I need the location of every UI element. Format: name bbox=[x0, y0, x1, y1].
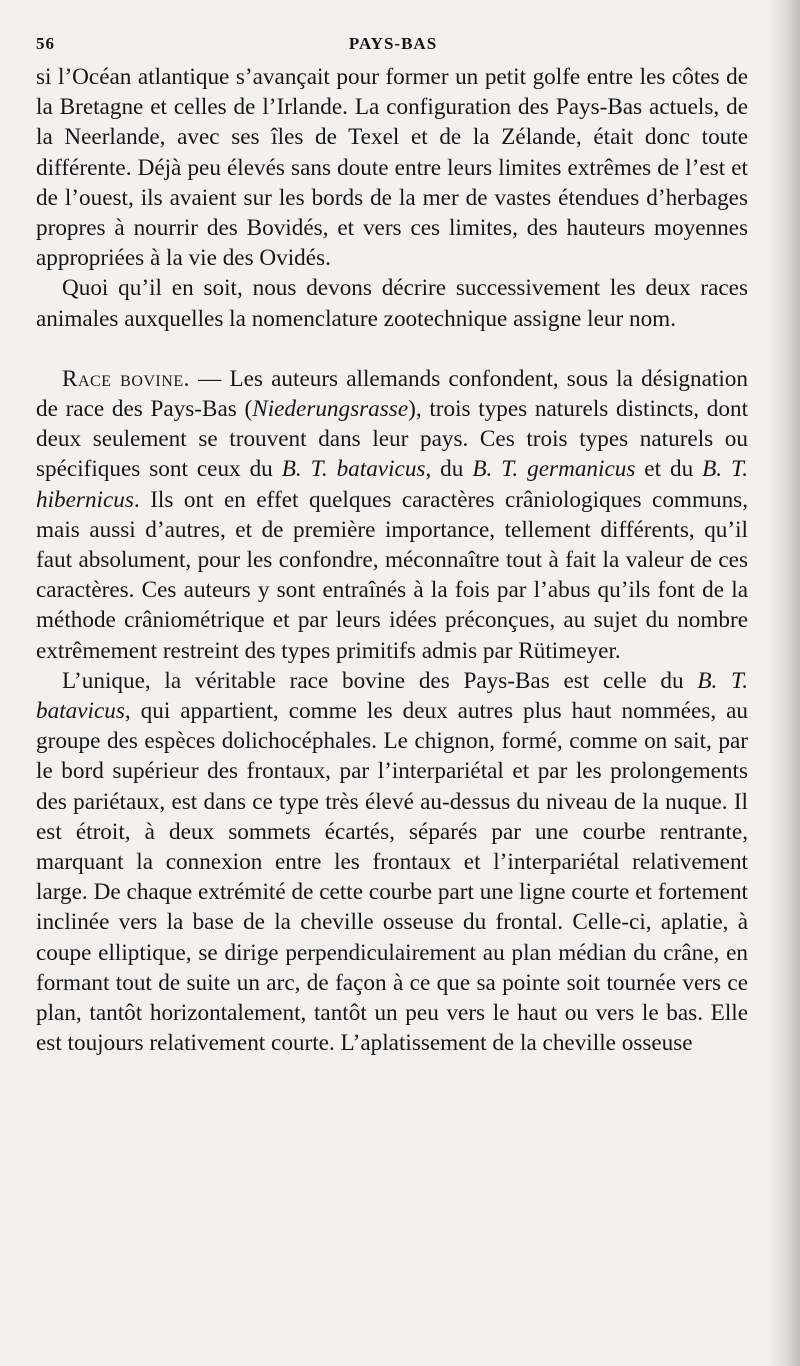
species-germanicus: B. T. germanicus bbox=[472, 456, 636, 483]
page-header bbox=[36, 34, 750, 58]
species-hibernicus: B. T. hibernicus bbox=[36, 456, 749, 513]
term-niederungsrasse: Niederungsrasse bbox=[252, 396, 409, 423]
body-text bbox=[36, 62, 748, 1059]
paragraph-batavicus-description: L’unique, la véritable race bovine des Pays-Bas est celle du B. T. batavicus, qui appartient, comme les deux autres plus haut nommées, au groupe des espèces dolichocéphales. Le chignon, formé, comme on sait, par le bord supérieur des frontaux, par l’interpariétal et par les prolongements des pariétaux, est dans ce type très élevé au-dessus du niveau de la nuque. Il est étroit, à deux sommets écartés, séparés par une courbe rentrante, marquant la connexion entre les frontaux et l’interpariétal relativement large. De chaque extrémité de cette courbe part une ligne courte et fortement inclinée vers la base de la cheville osseuse du frontal. Celle-ci, aplatie, à coupe elliptique, se dirige perpendiculairement au plan médian du crâne, en formant tout de suite un arc, de façon à ce que sa pointe soit tournée vers ce plan, tantôt horizontalement, tantôt un peu vers le haut ou vers le bas. Elle est toujours relativement courte. L’aplatissement de la cheville osseuse bbox=[36, 667, 748, 1057]
paragraph-transition: Quoi qu’il en soit, nous devons décrire successivement les deux races animales auxquelles la nomenclature zootechnique assigne leur nom. bbox=[36, 275, 748, 332]
paragraph-continuation: si l’Océan atlantique s’avançait pour former un petit golfe entre les côtes de la Bretagne et celles de l’Irlande. La configuration des Pays-Bas actuels, de la Neerlande, avec ses îles de Texel et de la Zélande, était donc toute différente. Déjà peu élevés sans doute entre leurs limites extrêmes de l’est et de l’ouest, ils avaient sur les bords de la mer de vastes étendues d’herbages propres à nourrir des Bovidés, et vers ces limites, des hauteurs moyennes appropriées à la vie des Ovidés. bbox=[36, 64, 748, 272]
page-number: 56 bbox=[36, 34, 55, 53]
species-batavicus-2: B. T. batavicus bbox=[36, 667, 748, 725]
paragraph-race-bovine: Race bovine. — Les auteurs allemands confondent, sous la désignation de race des Pays-Bas (Niederungsrasse), trois types naturels distincts, dont deux seulement se trouvent dans leur pays. Ces trois types naturels ou spécifiques sont ceux du B. T. batavicus, du B. T. germanicus et du B. T. hibernicus. Ils ont en effet quelques caractères crâniologiques communs, mais aussi d’autres, et de première importance, tellement différents, qu’il faut absolument, pour les confondre, méconnaître tout à fait la valeur de ces caractères. Ces auteurs y sont entraînés à la fois par l’abus qu’ils font de la méthode crâniométrique et par leurs idées préconçues, au sujet du nombre extrêmement restreint des types primitifs admis par Rütimeyer. bbox=[36, 365, 749, 664]
section-heading-race-bovine: Race bovine. bbox=[62, 365, 190, 392]
running-title: PAYS-BAS bbox=[348, 34, 438, 53]
page-gutter-shadow bbox=[766, 0, 800, 1366]
section-gap bbox=[36, 334, 748, 364]
species-batavicus: B. T. batavicus bbox=[281, 456, 426, 483]
